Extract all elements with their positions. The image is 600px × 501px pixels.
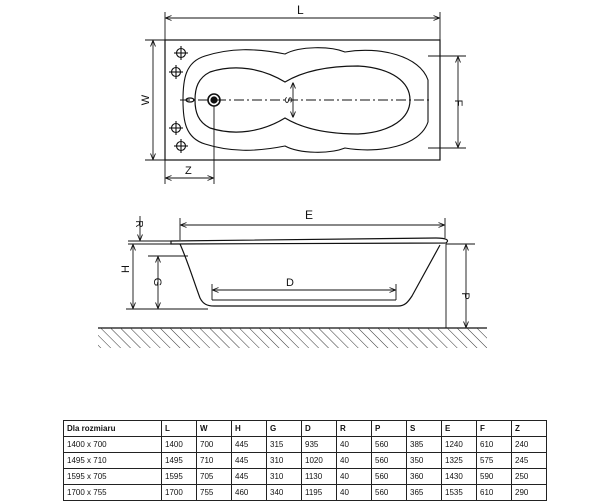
table-header-W: W xyxy=(197,421,232,437)
table-header-F: F xyxy=(477,421,512,437)
table-cell: 310 xyxy=(267,469,302,485)
label-S: S xyxy=(282,96,293,104)
table-cell: 560 xyxy=(372,469,407,485)
label-D: D xyxy=(286,277,294,289)
tub-side-rim xyxy=(171,238,448,244)
table-cell: 1700 x 755 xyxy=(64,485,162,501)
table-cell: 40 xyxy=(337,437,372,453)
mounting-holes xyxy=(169,46,188,153)
table-header-size: Dla rozmiaru xyxy=(64,421,162,437)
table-cell: 1400 x 700 xyxy=(64,437,162,453)
table-cell: 1020 xyxy=(302,453,337,469)
table-cell: 1495 xyxy=(162,453,197,469)
drain-inner xyxy=(211,97,217,103)
table-header-L: L xyxy=(162,421,197,437)
side-view xyxy=(171,238,448,306)
table-header-R: R xyxy=(337,421,372,437)
label-R: R xyxy=(133,220,144,228)
table-row xyxy=(64,469,547,485)
table-cell: 1700 xyxy=(162,485,197,501)
label-G: G xyxy=(151,277,163,287)
dimensions-table xyxy=(63,420,547,501)
table-cell: 1595 x 705 xyxy=(64,469,162,485)
table-cell: 610 xyxy=(477,485,512,501)
hole-icon xyxy=(169,65,183,79)
table-cell: 590 xyxy=(477,469,512,485)
table-cell: 290 xyxy=(512,485,547,501)
table-header-row xyxy=(64,421,547,437)
table-cell: 40 xyxy=(337,453,372,469)
table-cell: 755 xyxy=(197,485,232,501)
label-Z: Z xyxy=(185,165,192,177)
table-cell: 340 xyxy=(267,485,302,501)
table-cell: 1240 xyxy=(442,437,477,453)
table-cell: 40 xyxy=(337,469,372,485)
top-view xyxy=(165,40,440,160)
table-cell: 250 xyxy=(512,469,547,485)
table-header-G: G xyxy=(267,421,302,437)
label-F: F xyxy=(452,99,464,107)
table-cell: 385 xyxy=(407,437,442,453)
table-cell: 700 xyxy=(197,437,232,453)
table-cell: 935 xyxy=(302,437,337,453)
table-cell: 1325 xyxy=(442,453,477,469)
table-header-E: E xyxy=(442,421,477,437)
label-L: L xyxy=(297,3,304,17)
table-row xyxy=(64,453,547,469)
hole-icon xyxy=(174,139,188,153)
table-cell: 350 xyxy=(407,453,442,469)
label-P: P xyxy=(459,292,471,300)
table-cell: 575 xyxy=(477,453,512,469)
table-cell: 360 xyxy=(407,469,442,485)
table-cell: 1595 xyxy=(162,469,197,485)
tub-side-body xyxy=(180,244,440,306)
hole-icon xyxy=(169,121,183,135)
table-cell: 1400 xyxy=(162,437,197,453)
table-cell: 610 xyxy=(477,437,512,453)
table-header-S: S xyxy=(407,421,442,437)
table-cell: 445 xyxy=(232,437,267,453)
table-cell: 1195 xyxy=(302,485,337,501)
table-cell: 460 xyxy=(232,485,267,501)
table-cell: 705 xyxy=(197,469,232,485)
table-cell: 1130 xyxy=(302,469,337,485)
table-cell: 310 xyxy=(267,453,302,469)
floor xyxy=(98,328,487,348)
table-cell: 1495 x 710 xyxy=(64,453,162,469)
table-cell: 40 xyxy=(337,485,372,501)
table-header-P: P xyxy=(372,421,407,437)
label-H: H xyxy=(120,265,132,273)
table-row xyxy=(64,485,547,501)
table-cell: 445 xyxy=(232,469,267,485)
table-cell: 240 xyxy=(512,437,547,453)
table-cell: 1430 xyxy=(442,469,477,485)
table-cell: 710 xyxy=(197,453,232,469)
table-cell: 315 xyxy=(267,437,302,453)
table-cell: 560 xyxy=(372,437,407,453)
table-header-D: D xyxy=(302,421,337,437)
hole-icon xyxy=(174,46,188,60)
table-header-Z: Z xyxy=(512,421,547,437)
table-header-H: H xyxy=(232,421,267,437)
table-row xyxy=(64,437,547,453)
table-cell: 365 xyxy=(407,485,442,501)
label-W: W xyxy=(140,94,152,106)
label-E: E xyxy=(305,208,314,222)
table-cell: 445 xyxy=(232,453,267,469)
table-cell: 560 xyxy=(372,453,407,469)
table-cell: 245 xyxy=(512,453,547,469)
table-cell: 560 xyxy=(372,485,407,501)
table-cell: 1535 xyxy=(442,485,477,501)
